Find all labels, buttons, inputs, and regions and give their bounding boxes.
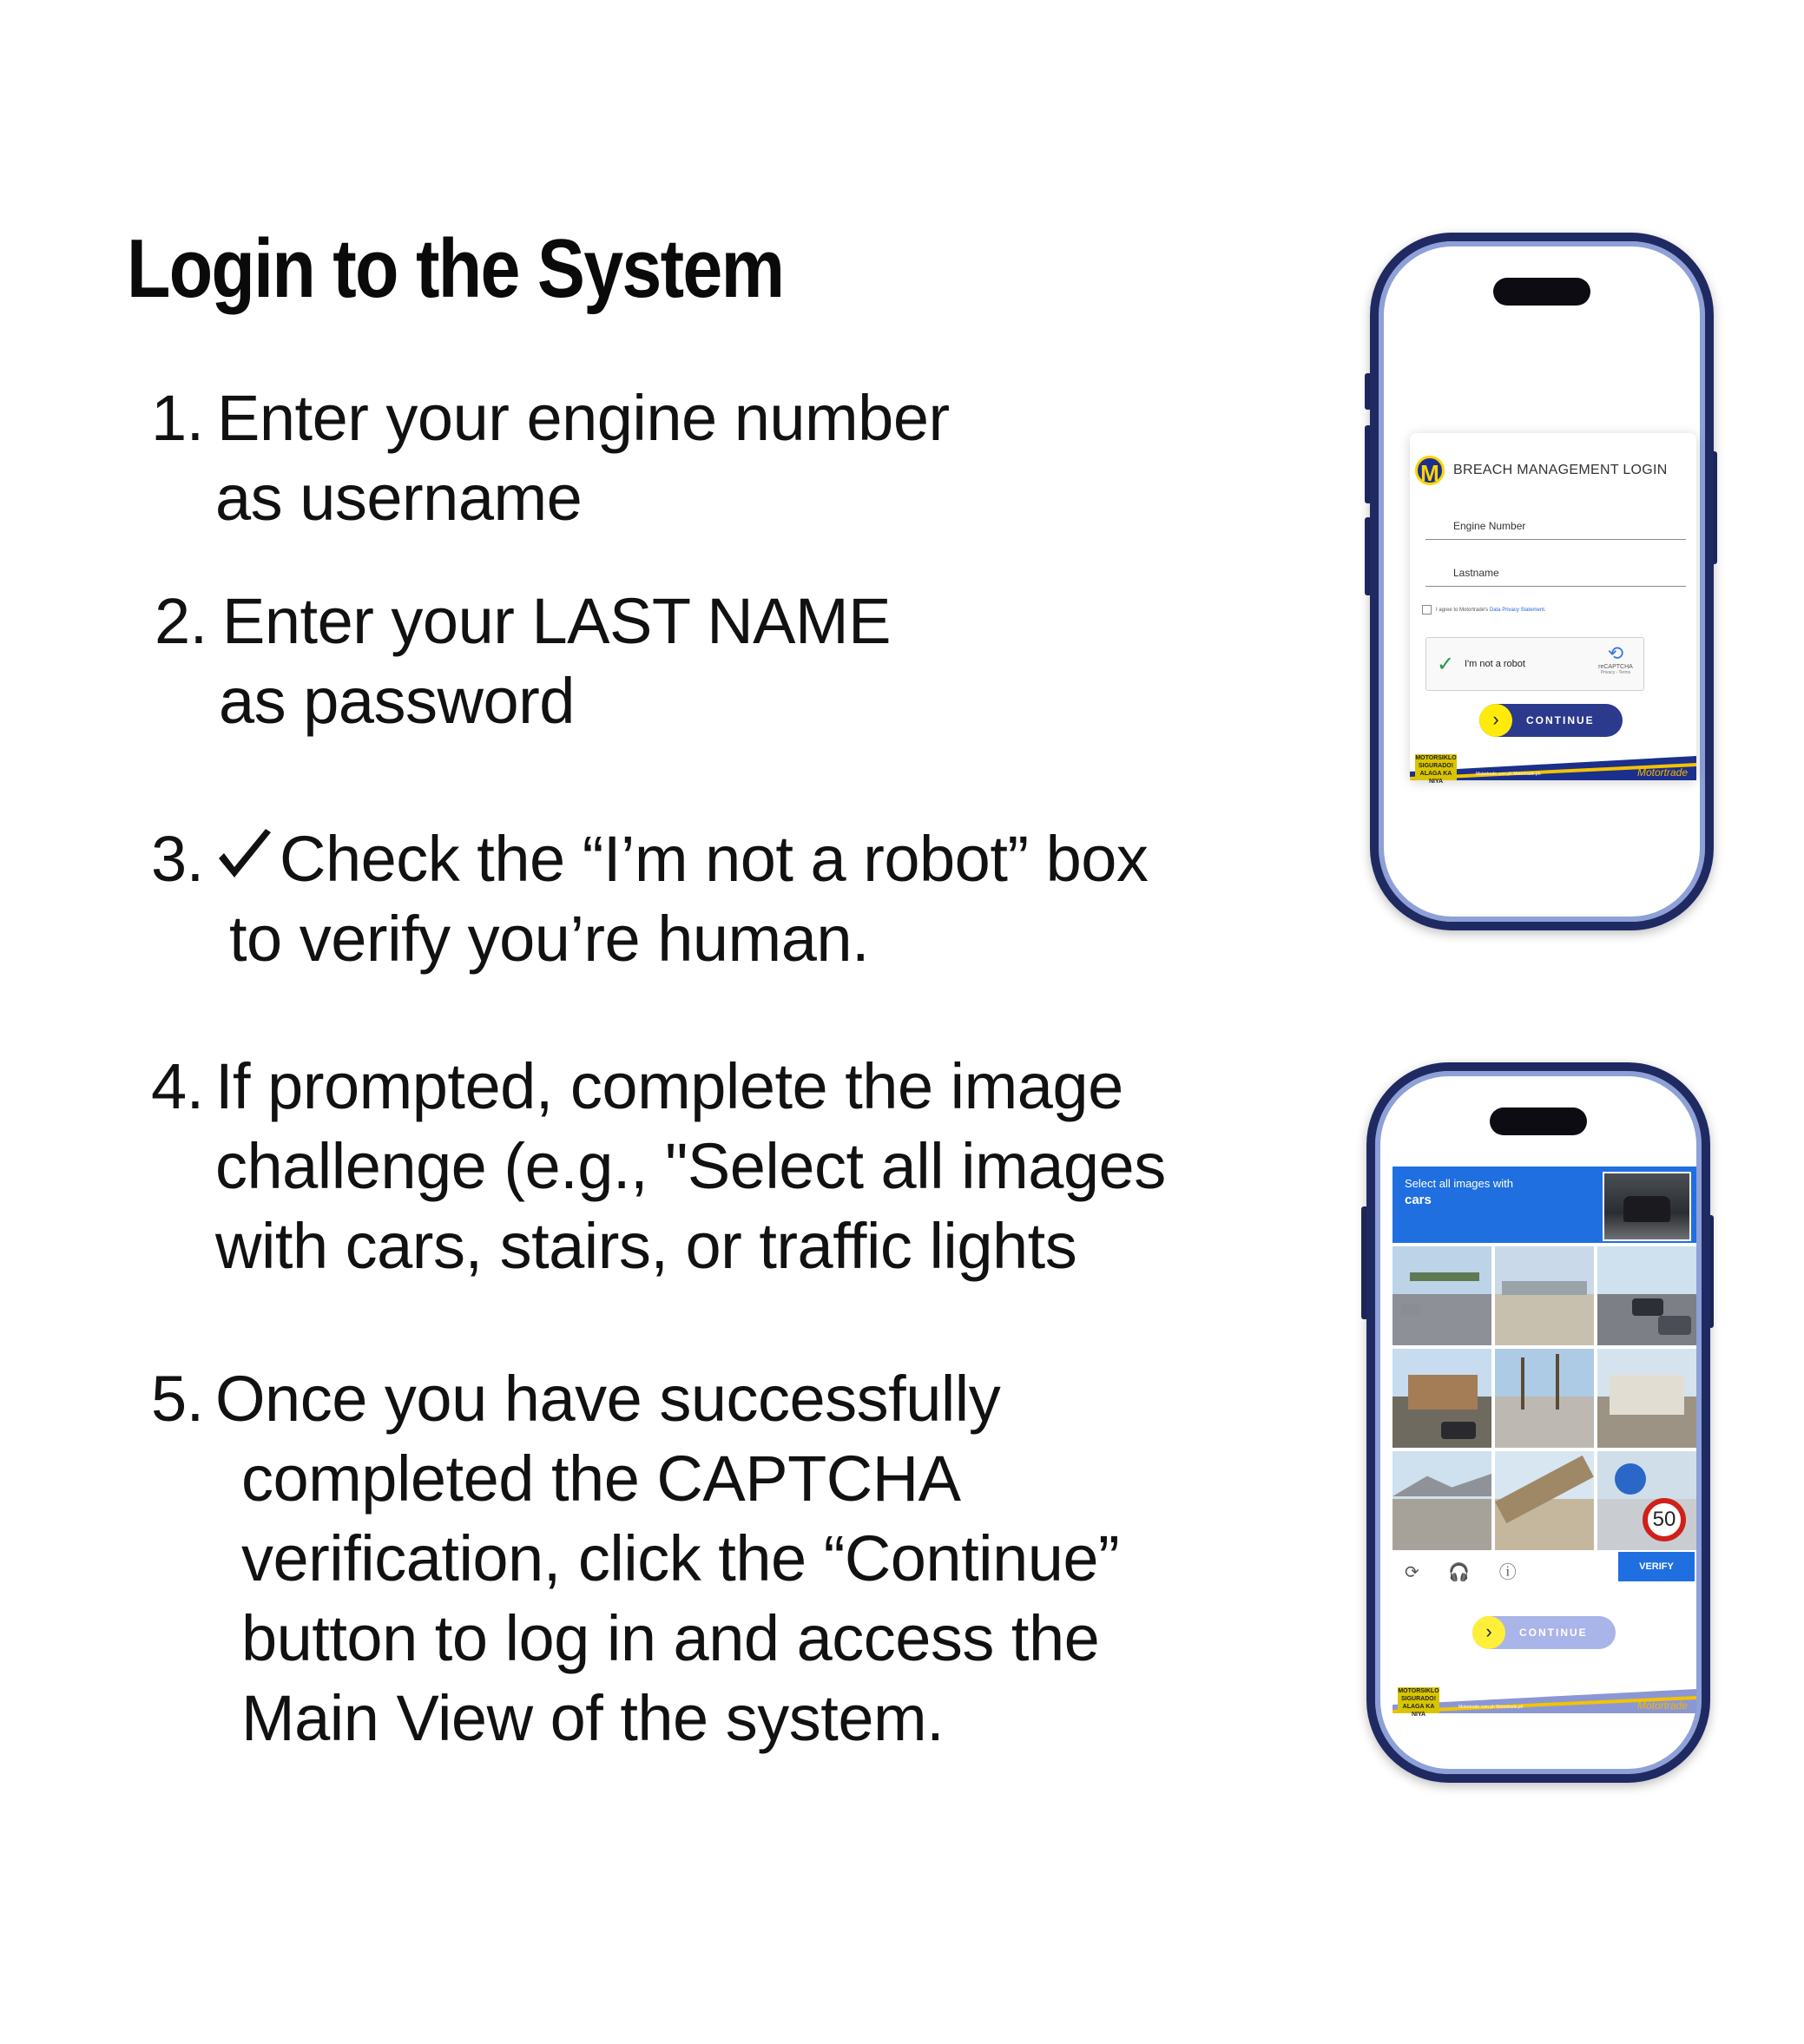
step-2-line-2: as password bbox=[219, 665, 575, 737]
captcha-tile[interactable] bbox=[1597, 1246, 1696, 1345]
phone-2-notch bbox=[1490, 1107, 1587, 1135]
privacy-agreement-text: I agree to Motortrade's bbox=[1436, 608, 1489, 614]
social-links: Motortrade.com.ph Motortrade.ph bbox=[1458, 1705, 1524, 1710]
captcha-tile[interactable] bbox=[1393, 1349, 1491, 1448]
captcha-sample-image bbox=[1603, 1172, 1691, 1241]
step-4-line-2: challenge (e.g., "Select all images bbox=[215, 1130, 1166, 1202]
footer-area bbox=[1393, 1684, 1696, 1718]
step-5-line-5: Main View of the system. bbox=[241, 1682, 945, 1754]
brand-name: Motortrade bbox=[1636, 766, 1688, 779]
privacy-checkbox[interactable] bbox=[1422, 605, 1432, 615]
step-2-line-1: Enter your LAST NAME bbox=[222, 585, 892, 657]
continue-button-disabled[interactable] bbox=[1472, 1616, 1616, 1649]
recaptcha-icon: ⟲ bbox=[1607, 642, 1624, 664]
insurance-badge: MOTORSIKLO SIGURADO! ALAGA KA NIYA bbox=[1398, 1688, 1439, 1718]
step-5-line-3: verification, click the “Continue” bbox=[241, 1522, 1120, 1594]
speed-limit-sign: 50 bbox=[1643, 1498, 1686, 1541]
step-3-line-2: to verify you’re human. bbox=[229, 903, 870, 975]
step-5-line-1: Once you have successfully bbox=[215, 1363, 1001, 1435]
captcha-prompt bbox=[1393, 1167, 1696, 1243]
recaptcha-logo bbox=[1597, 643, 1635, 675]
recaptcha-name: reCAPTCHA bbox=[1598, 664, 1633, 670]
phone-2-screen bbox=[1389, 1085, 1688, 1760]
step-4-line-3: with cars, stairs, or traffic lights bbox=[215, 1210, 1077, 1282]
continue-label: CONTINUE bbox=[1526, 714, 1595, 726]
continue-button[interactable] bbox=[1479, 704, 1623, 737]
step-1-line-2: as username bbox=[215, 462, 583, 534]
captcha-tile[interactable] bbox=[1393, 1451, 1491, 1550]
login-card bbox=[1410, 433, 1696, 785]
page-title: Login to the System bbox=[127, 222, 784, 315]
phone-1-notch bbox=[1493, 278, 1590, 306]
step-5-number: 5. bbox=[151, 1363, 204, 1435]
captcha-controls[interactable]: ⟳ 🎧 ⓘ bbox=[1405, 1563, 1529, 1582]
engine-number-input[interactable] bbox=[1425, 539, 1686, 540]
engine-number-label: Engine Number bbox=[1453, 520, 1526, 532]
captcha-prompt-text: Select all images with bbox=[1405, 1177, 1513, 1190]
captcha-tile[interactable] bbox=[1495, 1451, 1594, 1550]
step-3 bbox=[151, 819, 1148, 979]
brand-name: Motortrade bbox=[1636, 1699, 1688, 1712]
step-2-number: 2. bbox=[155, 585, 207, 657]
step-2 bbox=[155, 582, 891, 741]
privacy-statement-link[interactable]: Data Privacy Statement bbox=[1489, 608, 1544, 614]
captcha-tile[interactable] bbox=[1597, 1349, 1696, 1448]
captcha-tile[interactable] bbox=[1495, 1349, 1594, 1448]
social-links: Motortrade.com.ph Motortrade.ph bbox=[1476, 772, 1541, 777]
checkmark-icon bbox=[215, 827, 274, 884]
verify-button[interactable]: VERIFY bbox=[1618, 1552, 1695, 1581]
phone-mockup-login bbox=[1370, 233, 1714, 930]
insurance-badge: MOTORSIKLO SIGURADO! ALAGA KA NIYA bbox=[1415, 755, 1457, 785]
step-5-line-2: completed the CAPTCHA bbox=[241, 1443, 961, 1515]
recaptcha-label: I'm not a robot bbox=[1465, 659, 1525, 669]
captcha-image-grid bbox=[1393, 1246, 1696, 1550]
login-title: BREACH MANAGEMENT LOGIN bbox=[1453, 463, 1668, 477]
captcha-tile[interactable] bbox=[1597, 1451, 1696, 1550]
step-4 bbox=[151, 1047, 1166, 1286]
step-5-line-4: button to log in and access the bbox=[241, 1602, 1100, 1674]
step-1 bbox=[151, 378, 950, 538]
step-3-number: 3. bbox=[151, 823, 204, 895]
lastname-input[interactable] bbox=[1425, 586, 1686, 587]
recaptcha-widget[interactable] bbox=[1425, 637, 1644, 691]
step-4-line-1: If prompted, complete the image bbox=[215, 1050, 1123, 1122]
phone-mockup-captcha bbox=[1366, 1062, 1710, 1783]
continue-label: CONTINUE bbox=[1519, 1627, 1588, 1639]
phone-1-screen bbox=[1393, 255, 1691, 908]
privacy-agreement-end: . bbox=[1544, 608, 1546, 614]
step-5 bbox=[151, 1359, 1119, 1758]
recaptcha-terms[interactable]: Privacy - Terms bbox=[1600, 670, 1631, 675]
chevron-right-icon: › bbox=[1479, 704, 1512, 737]
step-1-number: 1. bbox=[151, 382, 204, 454]
captcha-tile[interactable] bbox=[1393, 1246, 1491, 1345]
step-4-number: 4. bbox=[151, 1050, 204, 1122]
captcha-target: cars bbox=[1405, 1193, 1432, 1207]
motortrade-logo: M bbox=[1415, 456, 1445, 485]
privacy-agreement bbox=[1422, 605, 1546, 615]
step-1-line-1: Enter your engine number bbox=[217, 382, 950, 454]
lastname-label: Lastname bbox=[1453, 567, 1499, 579]
recaptcha-check-icon[interactable]: ✓ bbox=[1437, 653, 1455, 676]
chevron-right-icon: › bbox=[1472, 1616, 1505, 1649]
step-3-line-1: Check the “I’m not a robot” box bbox=[280, 823, 1149, 895]
captcha-tile[interactable] bbox=[1495, 1246, 1594, 1345]
